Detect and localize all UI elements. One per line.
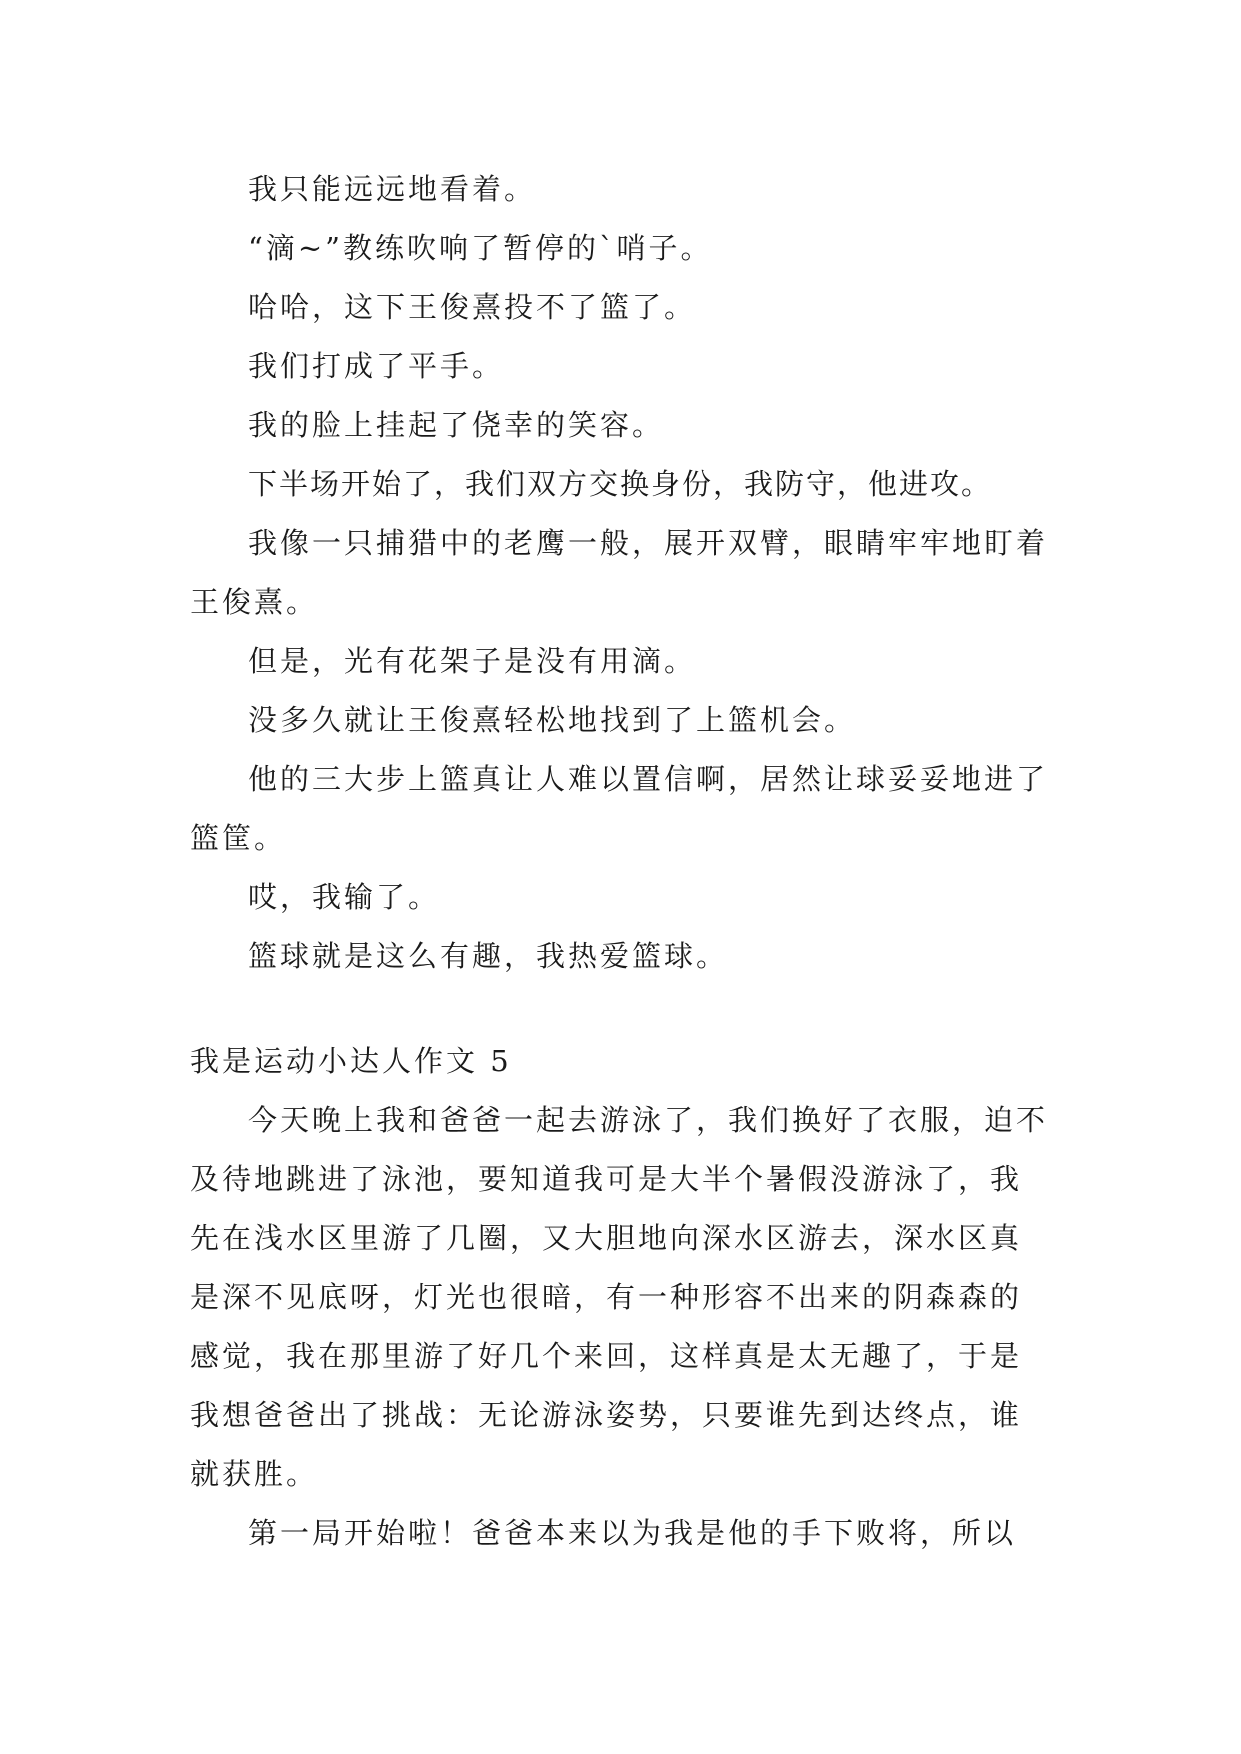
paragraph: 我像一只捕猎中的老鹰一般，展开双臂，眼睛牢牢地盯着王俊熹。 [190,526,1049,619]
paragraph: 我们打成了平手。 [248,349,505,383]
paragraph: 我只能远远地看着。 [248,172,537,206]
paragraph: 但是，光有花架子是没有用滴。 [248,644,697,678]
paragraph: 没多久就让王俊熹轻松地找到了上篮机会。 [248,703,857,737]
paragraph: 我的脸上挂起了侥幸的笑容。 [248,408,665,442]
paragraph: 哎，我输了。 [248,880,441,914]
paragraph: 下半场开始了，我们双方交换身份，我防守，他进攻。 [248,467,993,501]
paragraph: 他的三大步上篮真让人难以置信啊，居然让球妥妥地进了篮筐。 [190,762,1049,855]
document-body [190,160,1050,1563]
paragraph: 第一局开始啦！爸爸本来以为我是他的手下败将，所以 [248,1516,1017,1550]
paragraph: 哈哈，这下王俊熹投不了篮了。 [248,290,697,324]
paragraph: 今天晚上我和爸爸一起去游泳了，我们换好了衣服，迫不及待地跳进了泳池，要知道我可是大半个暑假没游泳了，我先在浅水区里游了几圈，又大胆地向深水区游去，深水区真是深不见底呀，灯光也很暗，有一种形容不出来的阴森森的感觉，我在那里游了好几个来回，这样真是太无趣了，于是我想爸爸出了挑战：无论游泳姿势，只要谁先到达终点，谁就获胜。 [190,1103,1049,1491]
section-title: 我是运动小达人作文 5 [190,1044,512,1078]
paragraph: “滴~”教练吹响了暂停的`哨子。 [248,231,713,265]
section-gap [190,986,1050,1032]
paragraph: 篮球就是这么有趣，我热爱篮球。 [248,939,729,973]
